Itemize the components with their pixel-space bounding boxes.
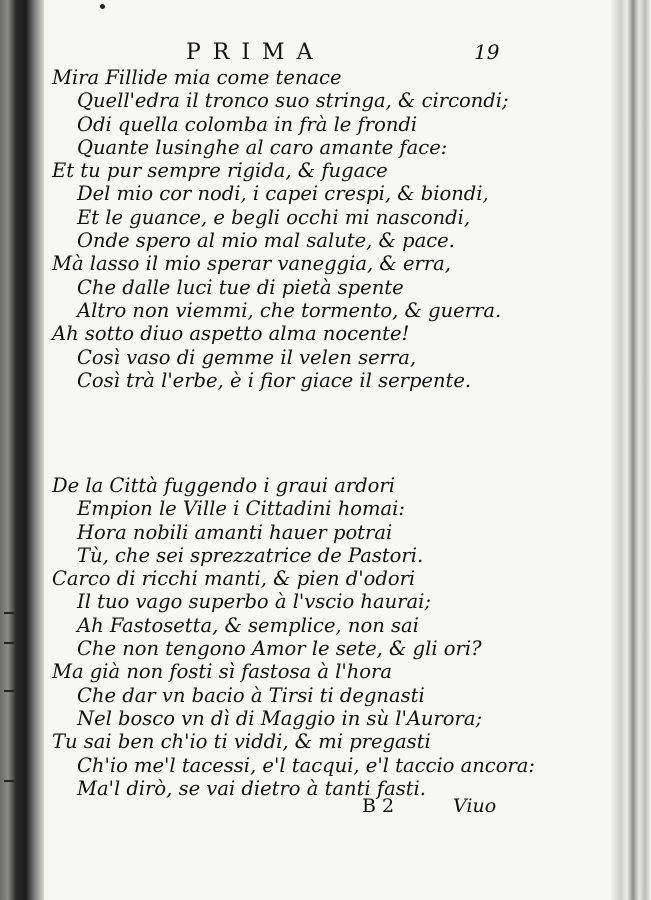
verse-line: Odi quella colomba in frà le frondi — [77, 112, 418, 136]
verse-line: Hora nobili amanti hauer potrai — [77, 520, 393, 544]
running-head: PRIMA — [186, 40, 325, 65]
verse-line: De la Città fuggendo i graui ardori — [52, 474, 395, 497]
verse-line: Tu sai ben ch'io ti viddi, & mi pregasti — [52, 730, 431, 754]
ink-dot — [100, 4, 105, 9]
verse-line: Che dalle luci tue di pietà spente — [77, 275, 404, 299]
page-edge-shadow — [611, 0, 651, 900]
verse-line: Quell'edra il tronco suo stringa, & circondi; — [77, 89, 509, 113]
binding-gutter — [0, 0, 44, 900]
verse-line: Quante lusinghe al caro amante face: — [77, 135, 448, 159]
gutter-mark — [4, 642, 14, 644]
gutter-mark — [4, 612, 14, 614]
verse-line: Così trà l'erbe, è i fior giace il serpente. — [77, 368, 472, 392]
verse-line: Mira Fillide mia come tenace — [52, 66, 342, 89]
verse-line: Ma'l dirò, se vai dietro à tanti fasti. — [77, 776, 426, 800]
verse-line: Che dar vn bacio à Tirsi ti degnasti — [77, 683, 425, 707]
verse-line: Empion le Ville i Cittadini homai: — [77, 497, 405, 521]
catchword: Viuo — [453, 795, 497, 817]
verse-line: Così vaso di gemme il velen serra, — [77, 345, 417, 369]
verse-line: Il tuo vago superbo à l'vscio haurai; — [77, 590, 431, 614]
verse-line: Altro non viemmi, che tormento, & guerra. — [77, 298, 502, 322]
verse-line: Ah Fastosetta, & semplice, non sai — [77, 613, 419, 637]
verse-line: Carco di ricchi manti, & pien d'odori — [52, 567, 416, 591]
verse-line: Onde spero al mio mal salute, & pace. — [77, 229, 455, 253]
verse-line: Del mio cor nodi, i capei crespi, & biondi, — [77, 182, 489, 206]
verse-line: Che non tengono Amor le sete, & gli ori? — [77, 637, 482, 661]
sonnet-2 — [52, 474, 612, 800]
verse-line: Ch'io me'l tacessi, e'l tacqui, e'l taccio ancora: — [77, 753, 535, 777]
verse-line: Tù, che sei sprezzatrice de Pastori. — [77, 543, 424, 567]
verse-line: Et le guance, e begli occhi mi nascondi, — [77, 205, 471, 229]
verse-line: Nel bosco vn dì di Maggio in sù l'Aurora; — [77, 706, 483, 730]
sonnet-1 — [52, 66, 612, 392]
gutter-mark — [4, 690, 14, 692]
verse-line: Ma già non fosti sì fastosa à l'hora — [52, 660, 392, 684]
verse-line: Et tu pur sempre rigida, & fugace — [52, 159, 388, 183]
page-number: 19 — [474, 40, 500, 64]
verse-line: Ah sotto diuo aspetto alma nocente! — [52, 322, 410, 346]
signature-mark: B 2 — [362, 795, 395, 817]
gutter-mark — [4, 780, 14, 782]
verse-line: Mà lasso il mio sperar vaneggia, & erra, — [52, 252, 451, 276]
